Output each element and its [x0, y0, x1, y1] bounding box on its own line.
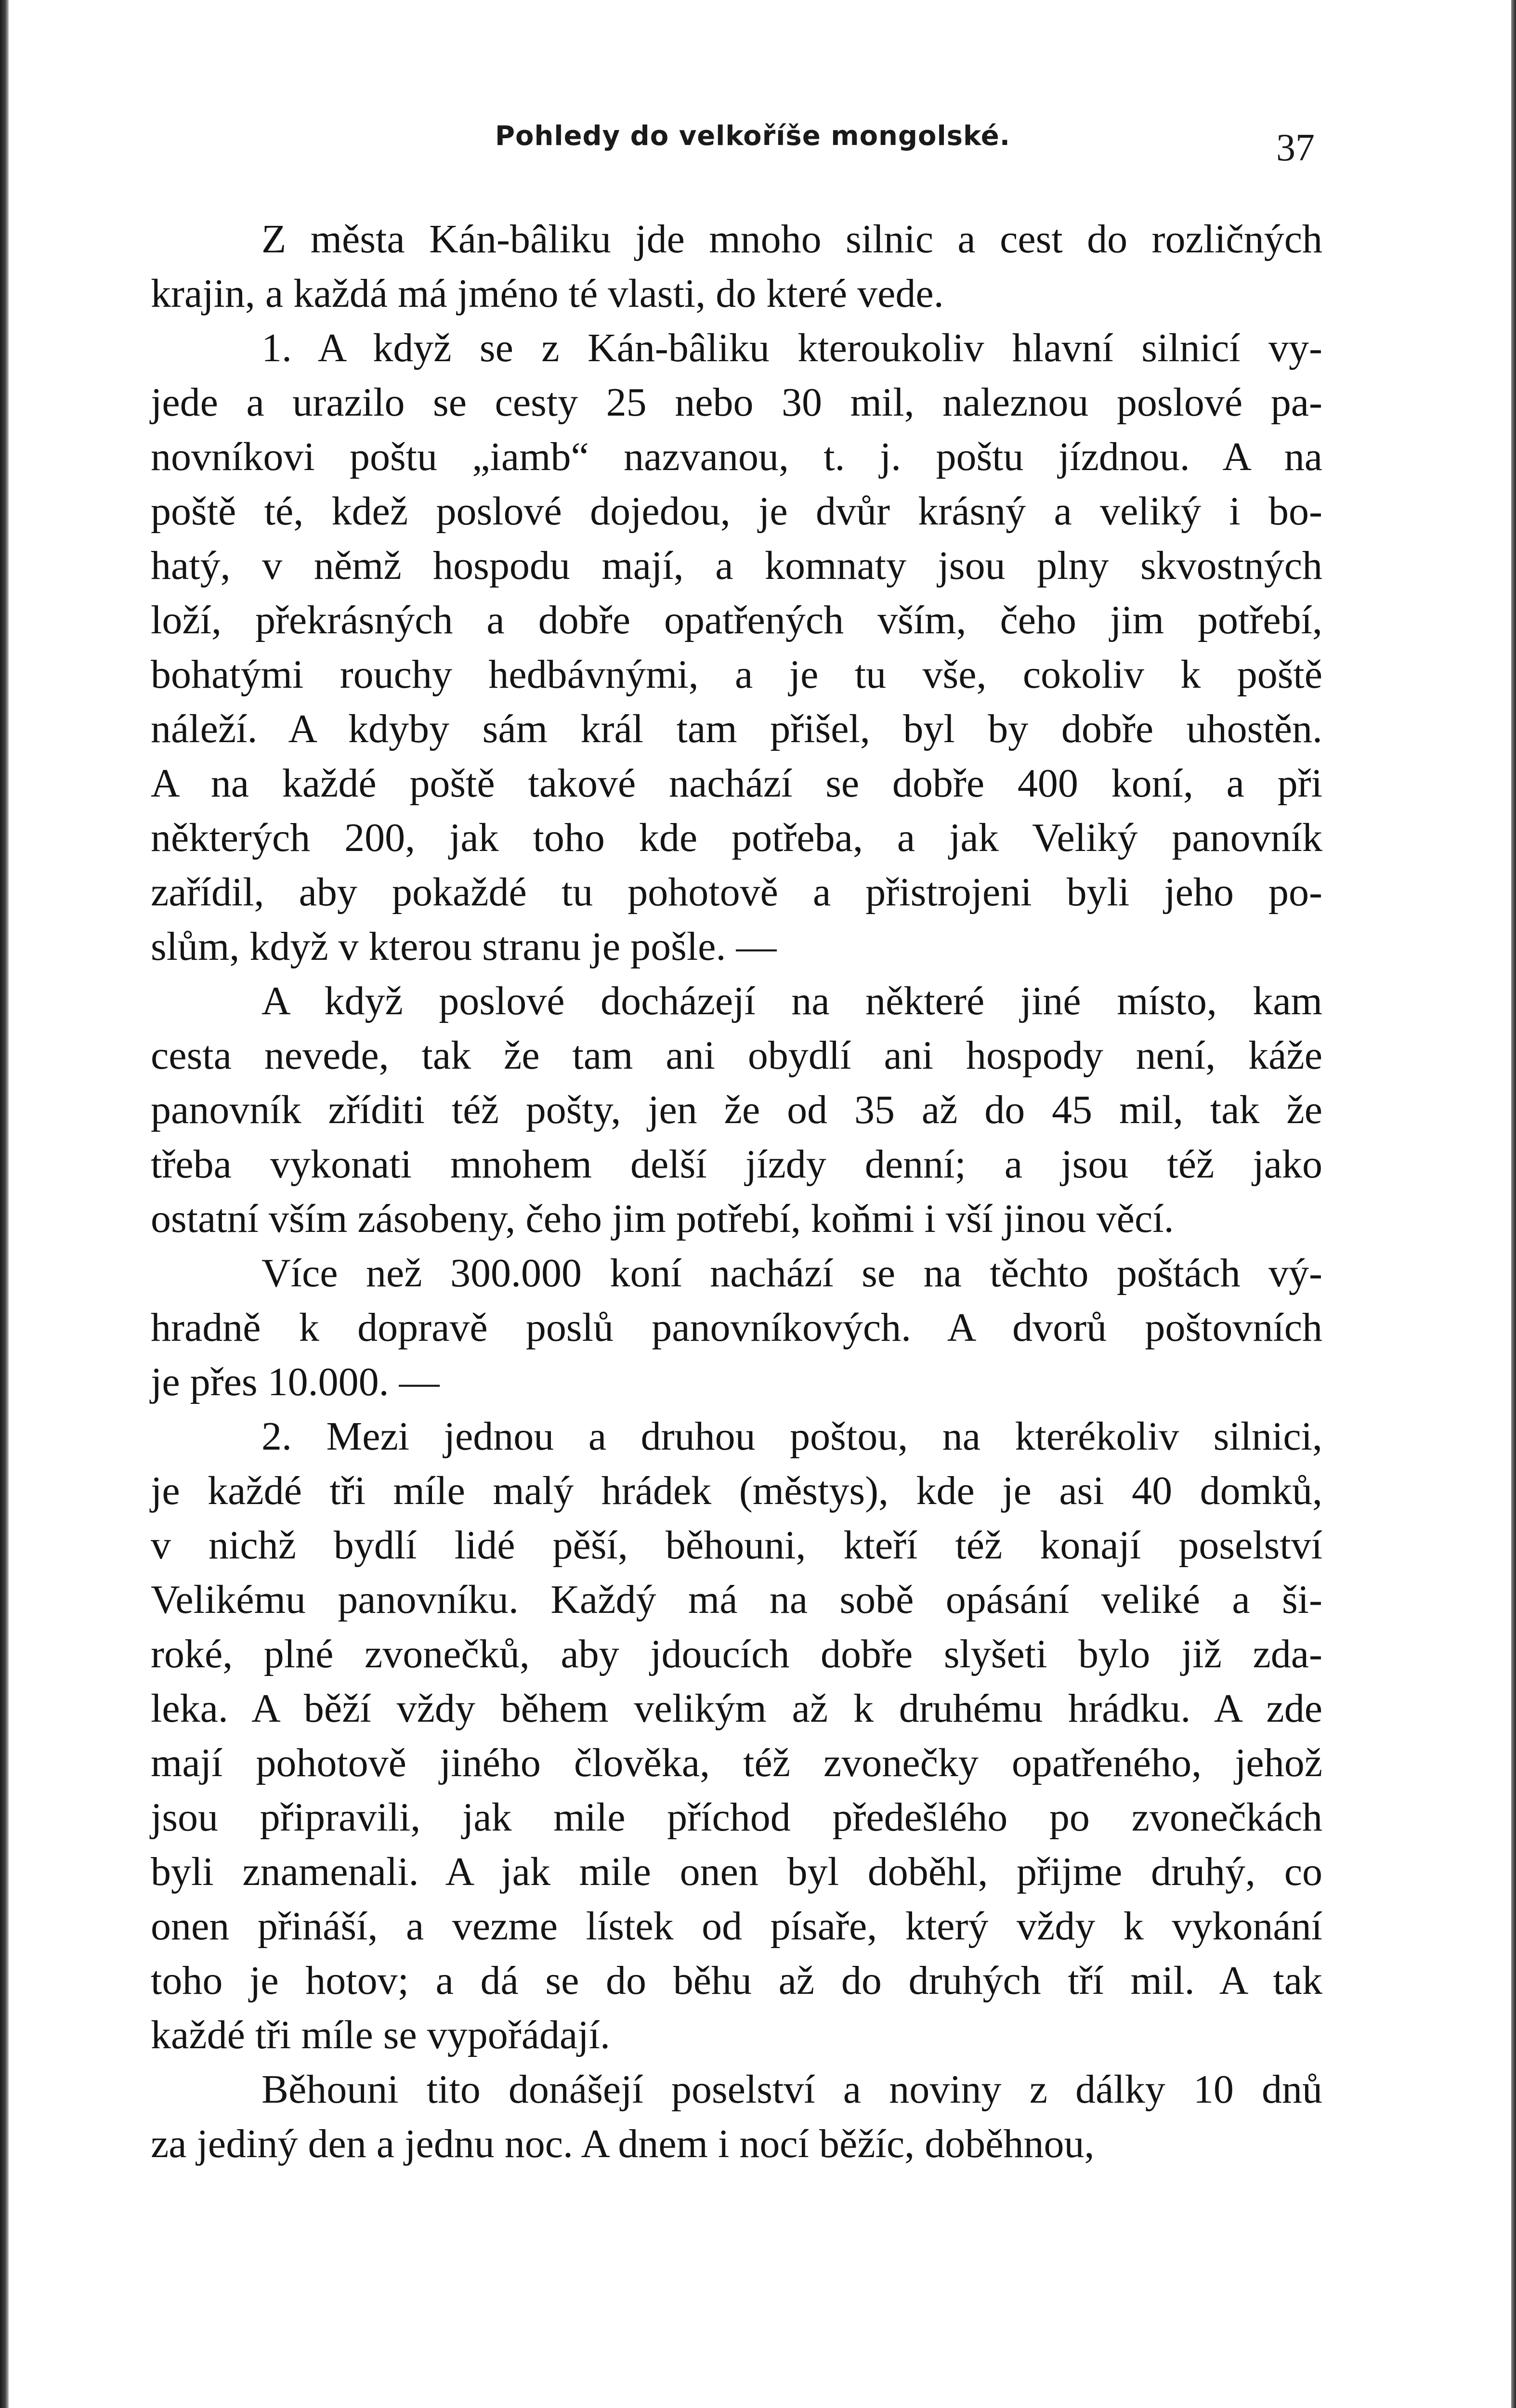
- text-line: panovník zříditi též pošty, jen že od 35 až do 45 mil, tak že: [151, 1087, 1322, 1132]
- paragraph: [151, 1246, 1322, 1409]
- text-line: loží, překrásných a dobře opatřených vším, čeho jim potřebí,: [151, 598, 1322, 642]
- text-line: krajin, a každá má jméno té vlasti, do které vede.: [151, 271, 944, 316]
- text-line: onen přináší, a vezme lístek od písaře, který vždy k vykonání: [151, 1904, 1322, 1949]
- text-line: Více než 300.000 koní nachází se na těchto poštách vý-: [261, 1251, 1322, 1296]
- text-line: Velikému panovníku. Každý má na sobě opásání veliké a ši-: [151, 1577, 1322, 1622]
- text-line: byli znamenali. A jak mile onen byl doběhl, přijme druhý, co: [151, 1849, 1322, 1894]
- paragraph: [151, 321, 1322, 974]
- body-text: [151, 212, 1322, 2171]
- text-line: třeba vykonati mnohem delší jízdy denní; a jsou též jako: [151, 1142, 1322, 1187]
- text-line: leka. A běží vždy během velikým až k druhému hrádku. A zde: [151, 1686, 1322, 1731]
- text-line: Z města Kán-bâliku jde mnoho silnic a cest do rozličných: [261, 217, 1322, 262]
- text-line: v nichž bydlí lidé pěší, běhouni, kteří též konají poselství: [151, 1523, 1322, 1568]
- text-line: A na každé poště takové nachází se dobře 400 koní, a při: [151, 761, 1322, 806]
- scan-left-edge: [0, 0, 9, 2408]
- paragraph: [151, 1409, 1322, 2062]
- text-line: každé tři míle se vypořádají.: [151, 2013, 610, 2057]
- text-line: A když poslové docházejí na některé jiné místo, kam: [261, 979, 1322, 1023]
- text-line: cesta nevede, tak že tam ani obydlí ani hospody není, káže: [151, 1033, 1322, 1078]
- paragraph: [151, 974, 1322, 1246]
- scan-right-edge: [1511, 0, 1516, 2408]
- text-line: poště té, kdež poslové dojedou, je dvůr krásný a veliký i bo-: [151, 489, 1322, 534]
- text-line: novníkovi poštu „iamb“ nazvanou, t. j. poštu jízdnou. A na: [151, 434, 1322, 479]
- text-line: jsou připravili, jak mile příchod předešlého po zvonečkách: [151, 1795, 1322, 1840]
- text-line: roké, plné zvonečků, aby jdoucích dobře slyšeti bylo již zda-: [151, 1632, 1322, 1676]
- page-number: 37: [1276, 127, 1315, 169]
- paragraph: [151, 2062, 1322, 2171]
- text-line: jede a urazilo se cesty 25 nebo 30 mil, naleznou poslové pa-: [151, 380, 1322, 425]
- text-line: je každé tři míle malý hrádek (městys), kde je asi 40 domků,: [151, 1468, 1322, 1513]
- text-line: náleží. A kdyby sám král tam přišel, byl by dobře uhostěn.: [151, 707, 1322, 751]
- text-line: slům, když v kterou stranu je pošle. —: [151, 924, 777, 969]
- text-line: Běhouni tito donášejí poselství a noviny z dálky 10 dnů: [261, 2067, 1322, 2112]
- text-line: zařídil, aby pokaždé tu pohotově a přistrojeni byli jeho po-: [151, 870, 1322, 915]
- text-line: některých 200, jak toho kde potřeba, a jak Veliký panovník: [151, 815, 1322, 860]
- running-title: Pohledy do velkoříše mongolské.: [495, 120, 1010, 152]
- text-line: za jediný den a jednu noc. A dnem i nocí běžíc, doběhnou,: [151, 2121, 1095, 2166]
- text-line: bohatými rouchy hedbávnými, a je tu vše, cokoliv k poště: [151, 652, 1322, 697]
- text-line: mají pohotově jiného člověka, též zvonečky opatřeného, jehož: [151, 1741, 1322, 1785]
- text-line: hradně k dopravě poslů panovníkových. A dvorů poštovních: [151, 1305, 1322, 1350]
- text-line: 2. Mezi jednou a druhou poštou, na kterékoliv silnici,: [261, 1414, 1322, 1459]
- text-line: 1. A když se z Kán-bâliku kteroukoliv hlavní silnicí vy-: [261, 326, 1322, 370]
- text-line: hatý, v němž hospodu mají, a komnaty jsou plny skvostných: [151, 543, 1322, 588]
- text-line: ostatní vším zásobeny, čeho jim potřebí, koňmi i vší jinou věcí.: [151, 1196, 1174, 1241]
- text-line: toho je hotov; a dá se do běhu až do druhých tří mil. A tak: [151, 1958, 1322, 2003]
- text-line: je přes 10.000. —: [151, 1360, 440, 1404]
- paragraph: [151, 212, 1322, 321]
